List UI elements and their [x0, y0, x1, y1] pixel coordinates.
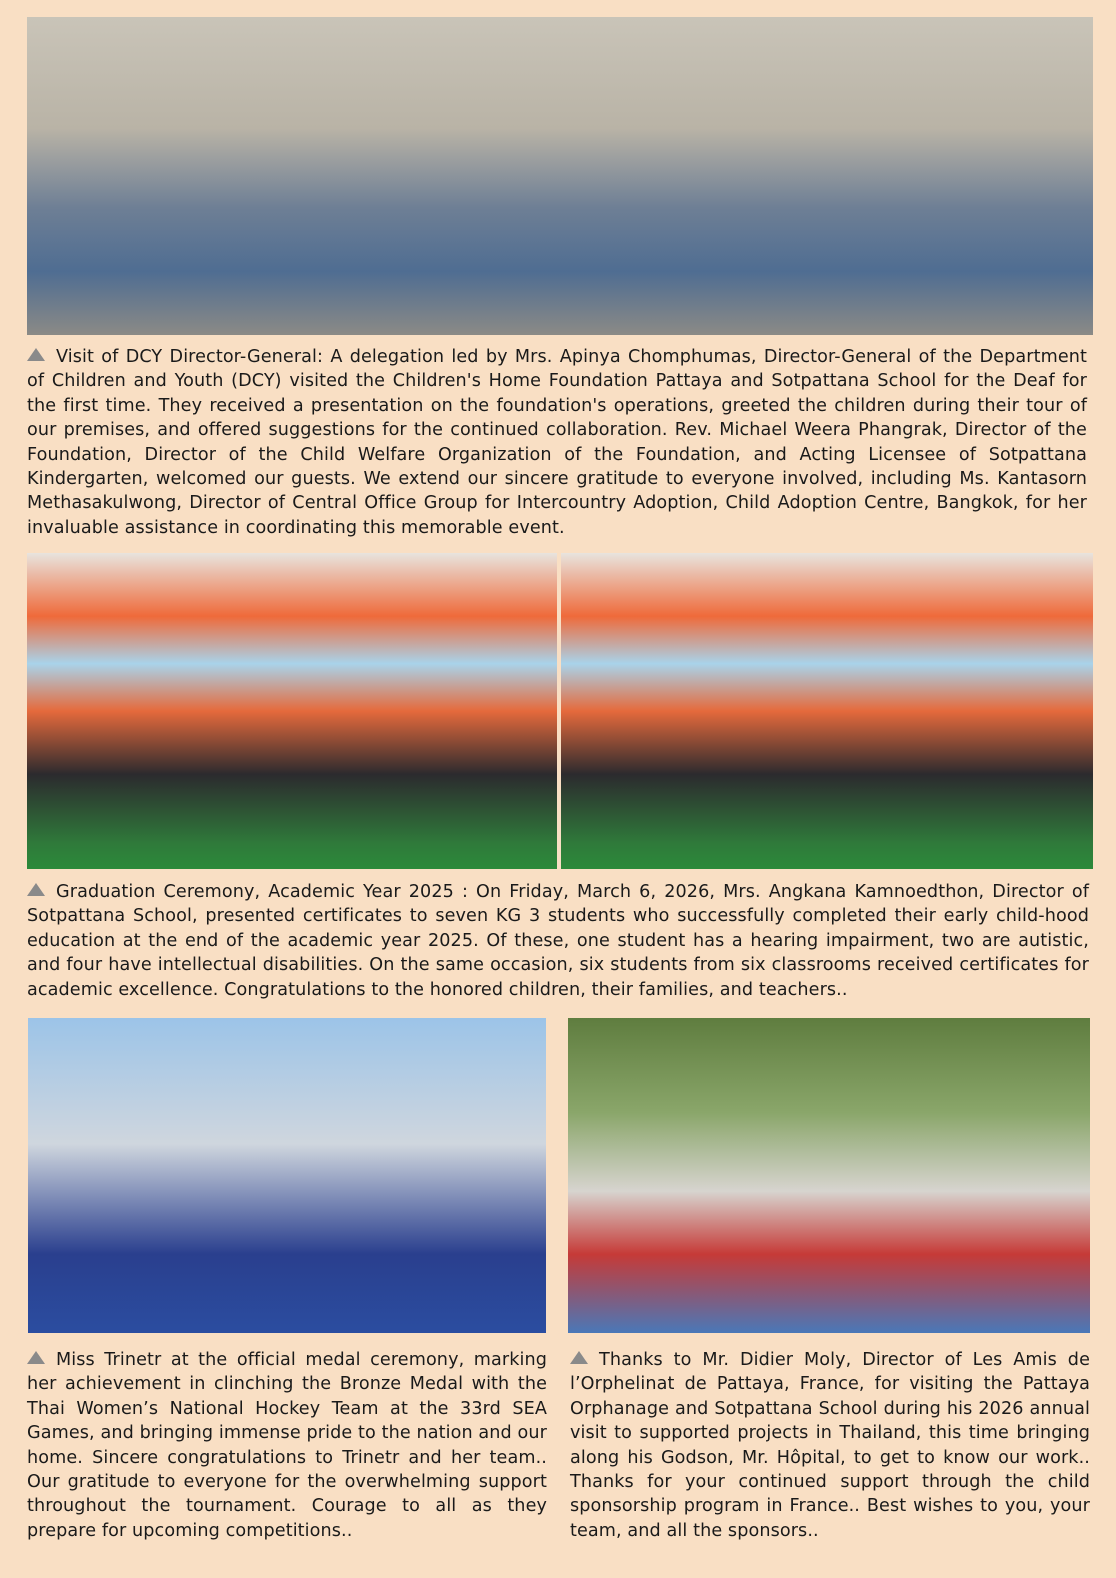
didier-caption — [570, 1348, 1090, 1543]
trinetr-caption-text: Miss Trinetr at the official medal ceremony, marking her achievement in clinching the Bronze Medal with the Thai Women’s National Hockey Team at the 33rd SEA Games, and bringing immense pride to the nation and our home. Sincere congratulations to Trinetr and her team.. Our gratitude to everyone for the overwhelming support throughout the tournament. Courage to all as they prepare for upcoming competitions.. — [27, 1350, 547, 1541]
photo-divider — [557, 553, 561, 869]
triangle-up-icon — [27, 883, 45, 896]
dcy-visit-group-photo — [27, 17, 1093, 335]
triangle-up-icon — [570, 1351, 588, 1364]
graduation-caption — [27, 880, 1089, 1002]
triangle-up-icon — [27, 348, 45, 361]
dcy-visit-caption-text: Visit of DCY Director-General: A delegation led by Mrs. Apinya Chomphumas, Director-General of the Department of Children and Youth (DCY) visited the Children's Home Foundation Pattaya and Sotpattana School for the Deaf for the first time. They received a presentation on the foundation's operations, greeted the children during their tour of our premises, and offered suggestions for the continued collaboration. Rev. Michael Weera Phangrak, Director of the Foundation, Director of the Child Welfare Organization of the Foundation, and Acting Licensee of Sotpattana Kindergarten, welcomed our guests. We extend our sincere gratitude to everyone involved, including Ms. Kantasorn Methasakulwong, Director of Central Office Group for Intercountry Adoption, Child Adoption Centre, Bangkok, for her invaluable assistance in coordinating this memorable event. — [27, 347, 1087, 538]
graduation-caption-text: Graduation Ceremony, Academic Year 2025 : On Friday, March 6, 2026, Mrs. Angkana Kamnoedthon, Director of Sotpattana School, presented certificates to seven KG 3 students who successfully completed their early child-hood education at the end of the academic year 2025. Of these, one student has a hearing impairment, two are autistic, and four have intellectual disabilities. On the same occasion, six students from six classrooms received certificates for academic excellence. Congratulations to the honored children, their families, and teachers.. — [27, 882, 1089, 1000]
dcy-visit-caption — [27, 345, 1087, 540]
triangle-up-icon — [27, 1351, 45, 1364]
trinetr-medal-photo — [28, 1018, 546, 1333]
didier-moly-visit-photo — [568, 1018, 1090, 1333]
didier-caption-text: Thanks to Mr. Didier Moly, Director of Les Amis de l’Orphelinat de Pattaya, France, for visiting the Pattaya Orphanage and Sotpattana School during his 2026 annual visit to supported projects in Thailand, this time bringing along his Godson, Mr. Hôpital, to get to know our work.. Thanks for your continued support through the child sponsorship program in France.. Best wishes to you, your team, and all the sponsors.. — [570, 1350, 1090, 1541]
trinetr-caption — [27, 1348, 547, 1543]
graduation-ceremony-photo — [27, 553, 1093, 869]
